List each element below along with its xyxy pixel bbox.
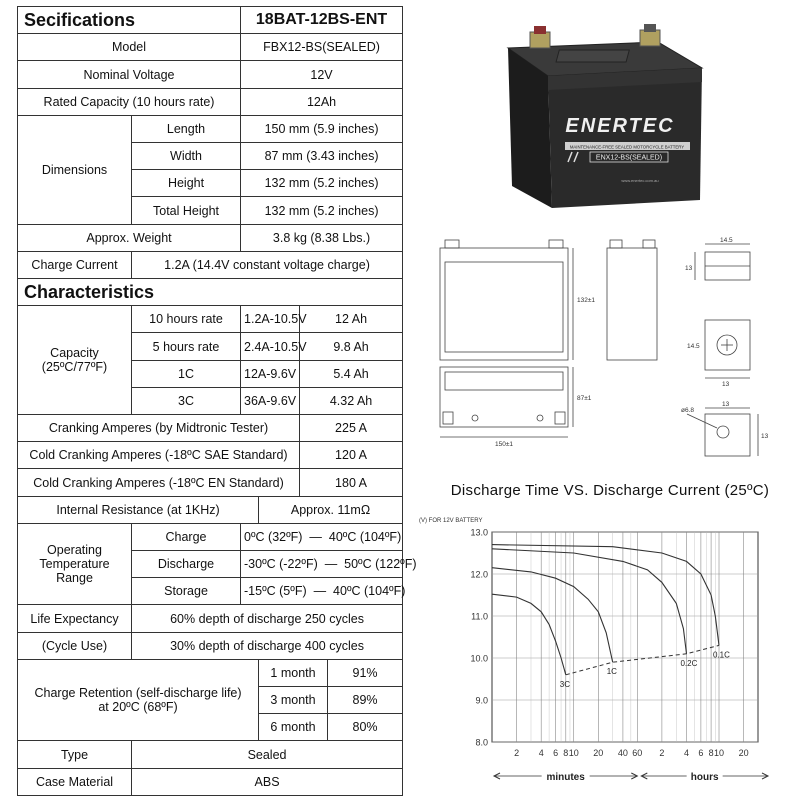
op-temp-high: 40ºC (104ºF): [328, 529, 402, 544]
charge-current-value: 1.2A (14.4V constant voltage charge): [132, 251, 403, 278]
term2-top-label: 13: [722, 401, 730, 408]
op-temp-high: 50ºC (122ºF): [344, 557, 417, 572]
dim-width-label: 87±1: [577, 395, 592, 402]
y-tick-label: 13.0: [470, 527, 488, 538]
x-tick-label: 8: [708, 748, 714, 758]
x-tick-label: 20: [738, 748, 749, 758]
terminal-detail: [705, 414, 750, 456]
term2-side-label: 13: [761, 433, 769, 440]
term-bottom-label: 13: [722, 381, 730, 388]
term-side-label: 13: [685, 265, 693, 272]
op-temp-line: Range: [56, 571, 93, 586]
op-temp-mode: Discharge: [132, 551, 241, 578]
life-row: 60% depth of discharge 250 cycles: [132, 605, 403, 632]
technical-drawings: [425, 232, 785, 462]
cranking-value: 225 A: [300, 415, 403, 442]
retention-line: Charge Retention (self-discharge life): [34, 686, 242, 701]
capacity-cutoff: 36A-9.6V: [241, 387, 300, 414]
resistance-label: Internal Resistance (at 1KHz): [18, 496, 259, 523]
retention-period: 6 month: [259, 714, 328, 741]
y-tick-label: 10.0: [470, 653, 488, 664]
capacity-ah: 9.8 Ah: [300, 333, 403, 360]
voltage-value: 12V: [241, 61, 403, 88]
dimension-label: Width: [132, 143, 241, 170]
op-temp-line: Operating: [47, 543, 102, 558]
cranking-label: Cranking Amperes (by Midtronic Tester): [18, 415, 300, 442]
curve-label: 0.1C: [713, 650, 730, 660]
capacity-cutoff: 12A-9.6V: [241, 360, 300, 387]
y-tick-label: 9.0: [475, 695, 488, 706]
x-tick-label: 40: [617, 748, 628, 758]
dim-height-label: 132±1: [577, 297, 596, 304]
charge-current-label: Charge Current: [18, 251, 132, 278]
cca-en-value: 180 A: [300, 469, 403, 496]
term-top-label: 14.5: [720, 237, 733, 244]
capacity-rate: 3C: [132, 387, 241, 414]
brand-logo: ENERTEC: [565, 115, 675, 137]
dimension-label: Height: [132, 170, 241, 197]
op-temp-dash: —: [313, 584, 327, 599]
op-temp-high: 40ºC (104ºF): [333, 584, 406, 599]
weight-label: Approx. Weight: [18, 224, 241, 251]
x-tick-label: 2: [659, 748, 665, 758]
retention-period: 3 month: [259, 687, 328, 714]
top-view: [440, 367, 568, 427]
discharge-chart: [405, 510, 800, 800]
front-view: [440, 248, 568, 360]
capacity-rate: 10 hours rate: [132, 306, 241, 333]
cca-sae-value: 120 A: [300, 442, 403, 469]
resistance-value: Approx. 11mΩ: [259, 496, 403, 523]
photo-website: www.enertec.com.au: [621, 178, 659, 183]
curve-label: 0.2C: [680, 658, 698, 668]
x-tick-label: 8: [563, 748, 569, 758]
y-tick-label: 12.0: [470, 569, 488, 580]
characteristics-title: Characteristics: [18, 279, 403, 306]
capacity-group-title: Capacity: [50, 346, 99, 361]
type-label: Type: [18, 741, 132, 768]
cca-en-label: Cold Cranking Amperes (-18ºC EN Standard): [18, 469, 300, 496]
dimension-label: Total Height: [132, 197, 241, 224]
x-tick-label: 6: [698, 748, 704, 758]
type-value: Sealed: [132, 741, 403, 768]
op-temp-low: -15ºC (5ºF): [244, 584, 307, 599]
op-temp-dash: —: [324, 557, 338, 572]
curve-label: 3C: [559, 679, 571, 689]
retention-value: 80%: [328, 714, 403, 741]
discharge-curve: [492, 594, 566, 675]
op-temp-line: Temperature: [39, 557, 110, 572]
capacity-rate: 5 hours rate: [132, 333, 241, 360]
op-temp-range: [241, 551, 417, 578]
op-temp-range: [241, 523, 403, 550]
chart-title: Discharge Time VS. Discharge Current (25ºC): [450, 482, 770, 499]
x-tick-label: 60: [632, 748, 643, 758]
op-temp-range: [241, 578, 406, 605]
y-tick-label: 8.0: [475, 737, 488, 748]
battery-photo: [490, 10, 720, 220]
case-label: Case Material: [18, 768, 132, 795]
dimension-label: Length: [132, 115, 241, 142]
term2-diam-label: ø6.8: [681, 407, 695, 414]
x-tick-label: 10: [714, 748, 725, 758]
dim-length-label: 150±1: [495, 441, 514, 448]
dimension-value: 132 mm (5.2 inches): [241, 170, 403, 197]
capacity-group-label: [18, 306, 132, 415]
model-label: Model: [18, 34, 241, 61]
side-view: [607, 248, 657, 360]
minutes-label: minutes: [546, 772, 585, 783]
cca-sae-label: Cold Cranking Amperes (-18ºC SAE Standard): [18, 442, 300, 469]
model-code: 18BAT-12BS-ENT: [241, 7, 403, 34]
dimensions-label: Dimensions: [18, 115, 132, 224]
chart-axis-labels: [419, 518, 749, 758]
life-label-2: (Cycle Use): [18, 632, 132, 659]
op-temp-low: 0ºC (32ºF): [244, 529, 303, 544]
y-axis-label: (V) FOR 12V BATTERY: [419, 518, 483, 524]
model-value: FBX12-BS(SEALED): [241, 34, 403, 61]
op-temp-low: -30ºC (-22ºF): [244, 557, 318, 572]
term-left-label: 14.5: [687, 343, 700, 350]
x-tick-label: 10: [568, 748, 579, 758]
capacity-group-temp: (25ºC/77ºF): [41, 360, 108, 375]
capacity-cutoff: 1.2A-10.5V: [241, 306, 300, 333]
x-tick-label: 4: [538, 748, 544, 758]
curve-label: 1C: [606, 667, 617, 677]
op-temp-mode: Storage: [132, 578, 241, 605]
x-tick-label: 20: [593, 748, 604, 758]
photo-model: ENX12-BS(SEALED): [595, 154, 663, 162]
dimension-value: 132 mm (5.2 inches): [241, 197, 403, 224]
retention-value: 89%: [328, 687, 403, 714]
capacity-cutoff: 2.4A-10.5V: [241, 333, 300, 360]
retention-label: [18, 659, 259, 741]
case-value: ABS: [132, 768, 403, 795]
retention-value: 91%: [328, 659, 403, 686]
x-tick-label: 6: [553, 748, 559, 758]
capacity-value: 12Ah: [241, 88, 403, 115]
op-temp-mode: Charge: [132, 523, 241, 550]
discharge-curve: [492, 568, 613, 663]
capacity-ah: 5.4 Ah: [300, 360, 403, 387]
banner-text: MAINTENANCE-FREE SEALED MOTORCYCLE BATTERY: [569, 144, 685, 150]
op-temp-label: [18, 523, 132, 605]
capacity-ah: 12 Ah: [300, 306, 403, 333]
capacity-ah: 4.32 Ah: [300, 387, 403, 414]
chart-units: [494, 769, 768, 783]
y-tick-label: 11.0: [471, 611, 488, 622]
dimension-value: 87 mm (3.43 inches): [241, 143, 403, 170]
retention-period: 1 month: [259, 659, 328, 686]
retention-line: at 20ºC (68ºF): [98, 700, 178, 715]
terminal-icon: [640, 24, 660, 46]
x-tick-label: 2: [514, 748, 520, 758]
spec-table: [17, 6, 417, 796]
capacity-rate: 1C: [132, 360, 241, 387]
op-temp-dash: —: [309, 529, 322, 544]
dimension-value: 150 mm (5.9 inches): [241, 115, 403, 142]
spec-title: Secifications: [18, 7, 241, 34]
capacity-label: Rated Capacity (10 hours rate): [18, 88, 241, 115]
weight-value: 3.8 kg (8.38 Lbs.): [241, 224, 403, 251]
voltage-label: Nominal Voltage: [18, 61, 241, 88]
hours-label: hours: [690, 772, 719, 783]
life-label-1: Life Expectancy: [18, 605, 132, 632]
terminal-icon: [530, 26, 550, 48]
x-tick-label: 4: [683, 748, 690, 758]
life-row: 30% depth of discharge 400 cycles: [132, 632, 403, 659]
